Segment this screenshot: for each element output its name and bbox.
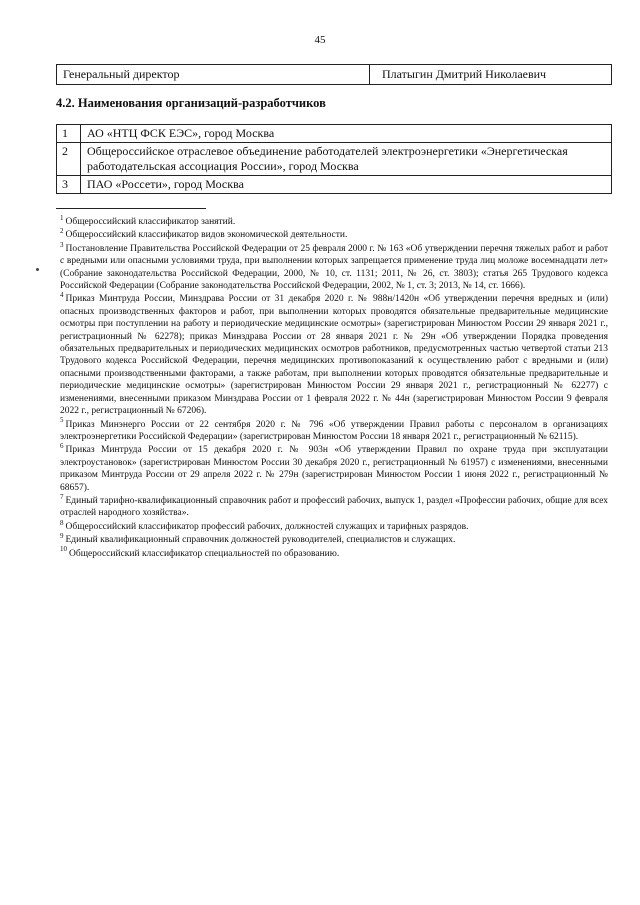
footnote-text: Приказ Минтруда России от 15 декабря 2020 г. № 903н «Об утверждении Правил по охране труда при эксплуатации электроустановок» (зарегистрирован Минюстом России 30 декабря 2020 г., регистрационный № 61957) с изменениями, внесенными приказом Минтруда России от 29 апреля 2022 г. № 279н (зарегистрирован Минюстом России 1 июня 2022 г., регистрационный № 68657). <box>60 445 608 493</box>
footnote-mark: 10 <box>60 545 67 554</box>
footnote-text: Общероссийский классификатор занятий. <box>65 217 236 227</box>
org-name: ПАО «Россети», город Москва <box>81 176 612 194</box>
footnote-6 <box>60 444 608 494</box>
org-name: АО «НТЦ ФСК ЕЭС», город Москва <box>81 125 612 143</box>
footnote-2 <box>60 229 608 241</box>
footnote-mark: 9 <box>60 532 64 540</box>
footnote-text: Постановление Правительства Российской Федерации от 25 февраля 2000 г. № 163 «Об утверждении перечня тяжелых работ и работ с вредными или опасными условиями труда, при выполнении которых запрещается применение труда лиц моложе восемнадцати лет» (Собрание законодательства Российской Федерации, 2000, № 10, ст. 1131; 2011, № 26, ст. 3803); статья 265 Трудового кодекса Российской Федерации (Собрание законодательства Российской Федерации, 2002, № 1, ст. 3; 2013, № 14, ст. 1666). <box>60 243 608 292</box>
section-heading: 4.2. Наименования организаций-разработчиков <box>56 96 326 110</box>
footnote-mark: 2 <box>60 227 64 236</box>
director-role: Генеральный директор <box>57 65 370 85</box>
footnote-1 <box>60 213 608 228</box>
footnote-text: Единый тарифно-квалификационный справочник работ и профессий рабочих, выпуск 1, раздел «Профессии рабочих, общие для всех отраслей народного хозяйства». <box>60 495 608 519</box>
footnote-mark: 7 <box>60 492 64 501</box>
page-number: 45 <box>314 34 326 46</box>
table-row <box>57 143 612 176</box>
footnote-text: Общероссийский классификатор профессий рабочих, должностей служащих и тарифных разрядов. <box>65 521 469 532</box>
director-row <box>57 65 612 85</box>
org-name: Общероссийское отраслевое объединение работодателей электроэнергетики «Энергетическая работодательская ассоциация России», город Москва <box>81 143 612 176</box>
table-row <box>57 125 612 143</box>
footnote-mark: 4 <box>60 291 64 300</box>
footnote-mark: 8 <box>60 518 64 527</box>
footnote-4 <box>60 293 608 417</box>
footnote-text: Общероссийский классификатор специальностей по образованию. <box>69 548 340 559</box>
footnote-mark: 3 <box>60 240 64 249</box>
footnote-7 <box>60 492 608 520</box>
footnote-9 <box>60 534 608 546</box>
table-row <box>57 176 612 194</box>
org-number: 3 <box>57 176 81 194</box>
footnote-text: Приказ Минэнерго России от 22 сентября 2020 г. № 796 «Об утверждении Правил работы с персоналом в организациях электроэнергетики Российской Федерации» (зарегистрирован Минюстом России 18 января 2021 г., регистрационный № 62115). <box>60 419 608 442</box>
developer-organizations-table <box>56 124 612 194</box>
footnote-mark: 6 <box>60 442 64 451</box>
director-name: Платыгин Дмитрий Николаевич <box>370 65 612 85</box>
footnote-mark: 5 <box>60 416 64 425</box>
footnote-text: Единый квалификационный справочник должностей руководителей, специалистов и служащих. <box>65 535 456 546</box>
footnote-10 <box>60 545 608 560</box>
footnote-divider <box>56 208 206 209</box>
footnote-mark: 1 <box>60 213 64 222</box>
director-signature-table <box>56 64 612 85</box>
footnote-8 <box>60 518 608 533</box>
footnote-5 <box>60 416 608 444</box>
org-number: 1 <box>57 125 81 143</box>
scan-dot <box>36 268 39 271</box>
footnotes <box>60 213 608 561</box>
footnote-text: Приказ Минтруда России, Минздрава России от 31 декабря 2020 г. № 988н/1420н «Об утверждении перечня вредных и (или) опасных производственных факторов и работ, при выполнении которых проводятся обязательные предварительные медицинские осмотры при поступлении на работу и периодические медицинские осмотры» (зарегистрирован Минюстом России 29 января 2021 г., регистрационный № 62278); приказ Минздрава России от 28 января 2021 г. № 29н «Об утверждении Порядка проведения обязательных предварительных и периодических медицинских осмотров работников, предусмотренных частью четвертой статьи 213 Трудового кодекса Российской Федерации, перечня медицинских противопоказаний к осуществлению работ с вредными и (или) опасными производственными факторами, а также работам, при выполнении которых проводятся обязательные предварительные и периодические медицинские осмотры» (зарегистрирован Минюстом России 29 января 2021 г., регистрационный № 62277) с изменениями, внесенными приказом Минздрава России от 1 февраля 2022 г. № 44н (зарегистрирован Минюстом России 9 февраля 2022 г., регистрационный № 67206). <box>60 294 608 417</box>
org-number: 2 <box>57 143 81 176</box>
footnote-3 <box>60 240 608 293</box>
footnote-text: Общероссийский классификатор видов экономической деятельности. <box>65 230 348 241</box>
